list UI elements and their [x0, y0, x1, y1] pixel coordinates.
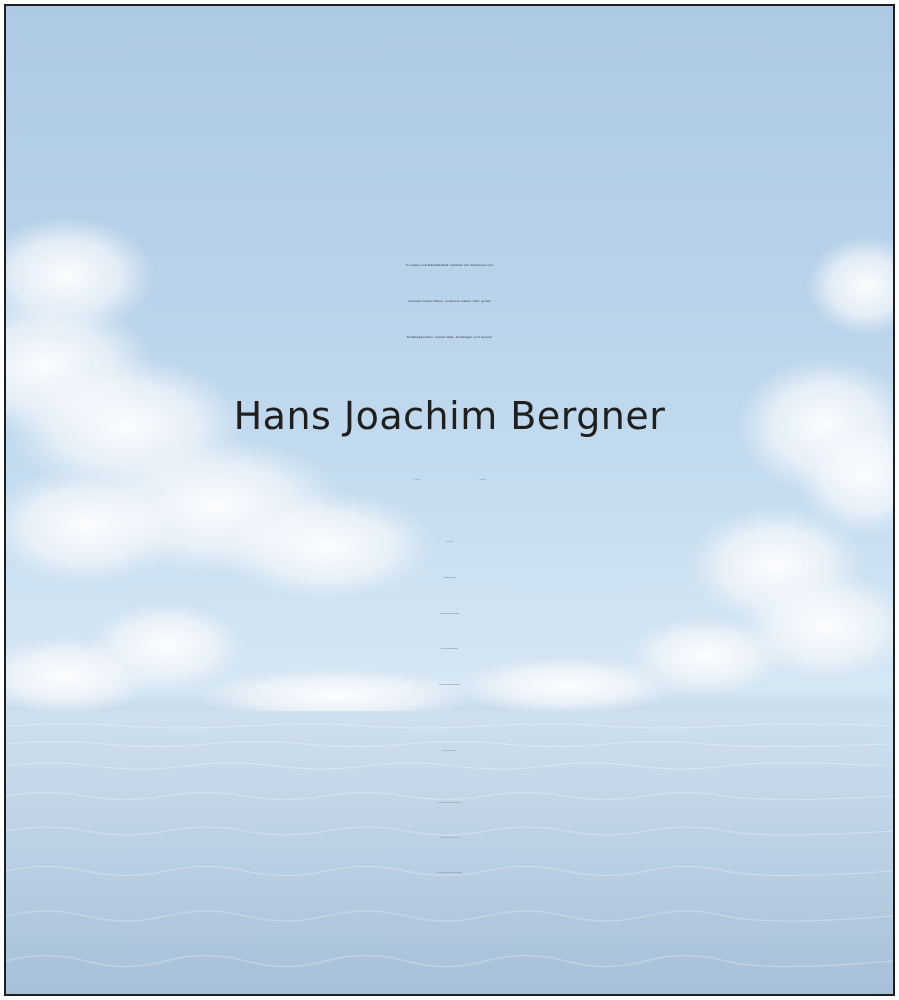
intro-line: Schwiegervater, lieben Opa, Schwager und Cousin [406, 335, 493, 339]
mourners-intro: In stiller Trauer: [445, 542, 454, 543]
life-dates [6, 480, 893, 481]
service-line: auf dem Neuen Friedhof in Bad Dürrenberg statt. [437, 873, 462, 874]
death-date: † 21.08.2024 [478, 480, 486, 481]
mourner-line: Deine Tochter Katrin mit Familie [440, 614, 459, 615]
deceased-name: Hans Joachim Bergner [233, 394, 666, 438]
birth-date: * 16.09.1948 [413, 480, 421, 481]
intro-line: meinem lieben Mann, unserem lieben Vati, guten [407, 299, 492, 303]
place-date: Wallendorf, im August 2024 [442, 751, 457, 752]
mourner-line: Deine Ehefrau Petra [443, 578, 456, 579]
service-line: Freitag, dem 20.09.2024, 13:00 Uhr [440, 838, 459, 839]
obituary-card [4, 4, 895, 996]
mourner-line: Dein Sohn Thomas mit Familie [440, 649, 459, 650]
intro-line: In Liebe und Dankbarkeit nehmen wir Abschied von [405, 263, 494, 267]
mourner-line: sowie alle Angehörigen und Freunde [439, 685, 460, 686]
obituary-text [6, 6, 893, 994]
service-line: Die Trauerfeier zur Urnenbeisetzung findet am [437, 803, 462, 804]
